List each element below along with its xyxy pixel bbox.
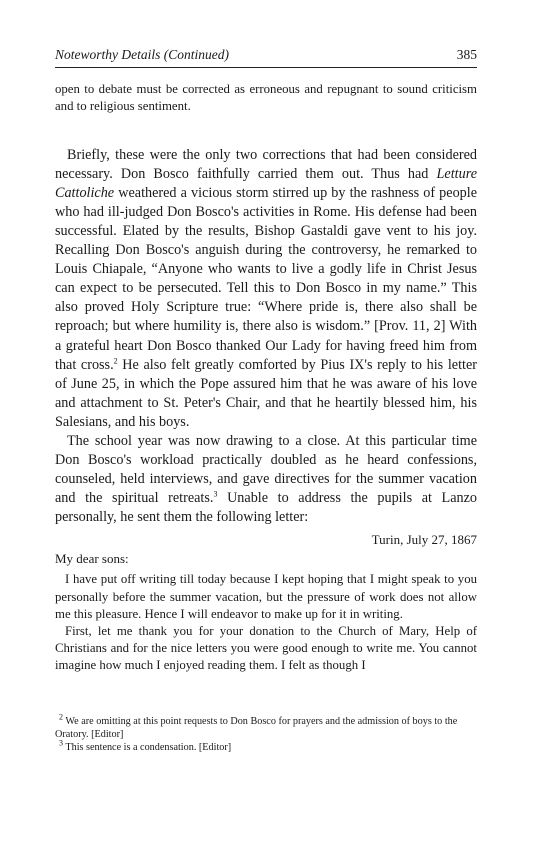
page-number: 385 [456,47,477,62]
letter-paragraph-2: First, let me thank you for your donation to the Church of Mary, Help of Christians and for the nice letters you were good enough to write me. You cannot imagine how much I enjoyed reading them. I felt as though I [55,624,477,673]
letter-date: Turin, July 27, 1867 [371,532,477,548]
footnote-mark-2: 2 [59,712,63,722]
letter-paragraph-1: I have put off writing till today because I kept hoping that I might speak to you personally before the summer vacation, but the pressure of work does not allow me this pleasure. Hence I will endeavor to make up for it in writing. [55,572,477,621]
footnote-3 [55,738,477,754]
body-paragraph-2 [55,432,477,527]
book-page [55,46,477,675]
letter-body [55,571,477,674]
footnote-text-3: This sentence is a condensation. [Editor] [65,742,232,753]
para2-text-b: Unable to address the pupils at Lanzo personally, he sent them the following letter: [55,490,477,526]
paragraph-gap [55,128,477,146]
running-title: Noteworthy Details (Continued) [55,47,229,62]
header-rule [55,67,477,68]
carryover-paragraph: open to debate must be corrected as erroneous and repugnant to sound criticism and to religious sentiment. [55,81,477,113]
footnote-mark-3: 3 [59,738,63,748]
footnote-ref-3[interactable]: 3 [213,489,218,499]
body-paragraph-1 [55,146,477,432]
letter-salutation: My dear sons: [55,551,129,567]
footnote-2 [55,712,477,741]
para1-text-b: weathered a vicious storm stirred up by the rashness of people who had ill-judged Don Bosco's activities in Rome. His defense had been successful. Elated by the results, Bishop Gastaldi gave vent to his joy. Recalling Don Bosco's anguish during the controversy, he remarked to Louis Chiapale, “Anyone who wants to live a godly life in Christ Jesus can expect to be persecuted. Tell this to Don Bosco in my name.” This also proved Holy Scripture true: “Where pride is, there also shall be reproach; but where humility is, there also is wisdom.” [Prov. 11, 2] With a grateful heart Don Bosco thanked Our Lady for having freed him from that cross. [55,184,477,373]
running-header [55,46,477,64]
para1-text-c: He also felt greatly comforted by Pius IX's reply to his letter of June 25, in which the Pope assured him that he was aware of his love and attachment to St. Peter's Chair, and that he heartily blessed him, his Salesians, and his boys. [55,356,477,430]
italic-title: Letture Cattoliche [55,165,477,201]
footnote-text-2: We are omitting at this point requests to Don Bosco for prayers and the admission of boys to the Oratory. [Editor] [55,716,458,740]
footnote-ref-2[interactable]: 2 [113,355,118,365]
para2-text-a: The school year was now drawing to a close. At this particular time Don Bosco's workload practically doubled as he heard confessions, counseled, held interviews, and gave directives for the summer vacation and the spiritual retreats. [55,433,477,507]
para1-text-a: Briefly, these were the only two corrections that had been considered necessary. Don Bosco faithfully carried them out. Thus had [55,146,477,182]
footnotes [55,712,477,754]
